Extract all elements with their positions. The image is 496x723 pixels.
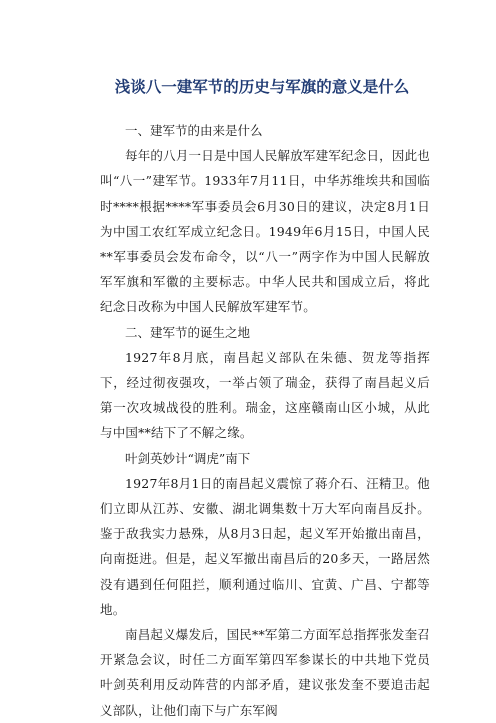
section-heading-ye-jianying: 叶剑英妙计“调虎”南下 xyxy=(125,450,251,466)
paragraph-origin: 每年的八月一日是中国人民解放军建军纪念日，因此也叫“八一”建军节。1933年7月11日，中华苏维埃共和国临时****根据****军事委员会6月30日的建议，决定8月1日为中国工农红军成立纪念日。1949年6月15日，中国人民**军事委员会发布命令，以“八一”两字作为中国人民解放军军旗和军徽的主要标志。中华人民共和国成立后，将此纪念日改称为中国人民解放军建军节。 xyxy=(100,148,430,315)
paragraph-birthplace: 1927年8月底，南昌起义部队在朱德、贺龙等指挥下，经过彻夜强攻，一举占领了瑞金，获得了南昌起义后第一次攻城战役的胜利。瑞金，这座赣南山区小城，从此与中国**结下了不解之缘。 xyxy=(100,349,430,441)
paragraph-nanchang-uprising: 1927年8月1日的南昌起义震惊了蒋介石、汪精卫。他们立即从江苏、安徽、湖北调集数十万大军向南昌反扑。鉴于敌我实力悬殊，从8月3日起，起义军开始撤出南昌，向南挺进。但是，起义军撤出南昌后的20多天，一路居然没有遇到任何阻拦，顺利通过临川、宜黄、广昌、宁都等地。 xyxy=(100,475,430,617)
section-heading-birthplace: 二、建军节的诞生之地 xyxy=(125,324,251,340)
document-title: 浅谈八一建军节的历史与军旗的意义是什么 xyxy=(114,78,410,96)
paragraph-zhang-fakui: 南昌起义爆发后，国民**军第二方面军总指挥张发奎召开紧急会议，时任二方面军第四军参谋长的中共地下党员叶剑英利用反动阵营的内部矛盾，建议张发奎不要追击起义部队，让他们南下与广东军阀 xyxy=(100,627,431,718)
section-heading-origin: 一、建军节的由来是什么 xyxy=(125,123,263,138)
